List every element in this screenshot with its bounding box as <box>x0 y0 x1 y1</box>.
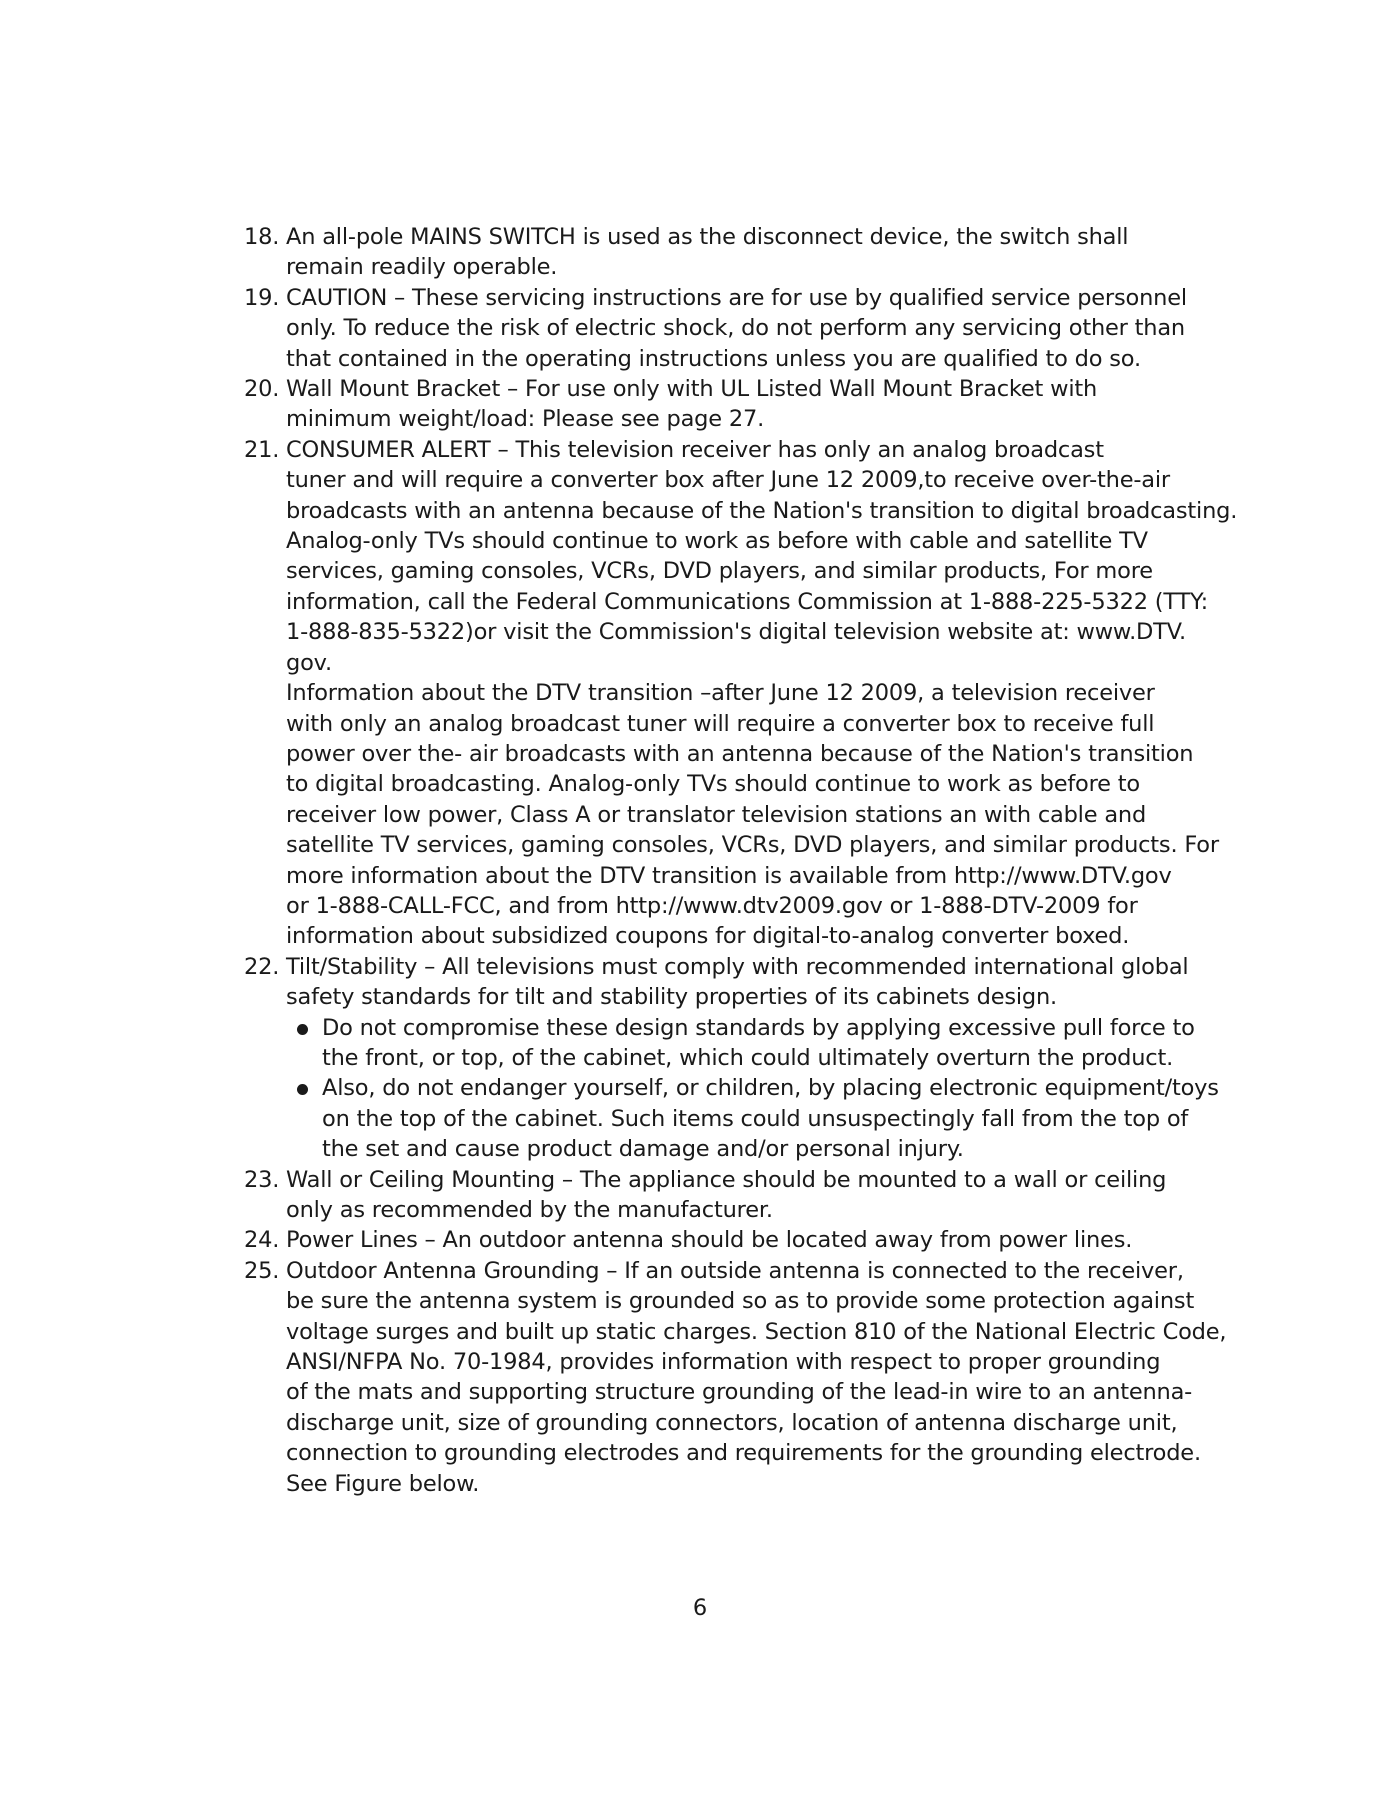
text-line: Tilt/Stability – All televisions must comply with recommended international global <box>286 953 1189 980</box>
text-line: with only an analog broadcast tuner will require a converter box to receive full <box>286 710 1155 737</box>
text-line: CAUTION – These servicing instructions are for use by qualified service personnel <box>286 284 1187 311</box>
text-line: remain readily operable. <box>286 254 558 281</box>
bullet-item <box>286 1013 1204 1074</box>
item-number: 23. <box>244 1166 280 1193</box>
text-line: ANSI/NFPA No. 70-1984, provides information with respect to proper grounding <box>286 1349 1161 1376</box>
text-line: CONSUMER ALERT – This television receiver has only an analog broadcast <box>286 436 1104 463</box>
text-line: tuner and will require a converter box after June 12 2009,to receive over-the-air <box>286 467 1170 494</box>
text-line: that contained in the operating instructions unless you are qualified to do so. <box>286 345 1141 372</box>
text-line: or 1-888-CALL-FCC, and from http://www.dtv2009.gov or 1-888-DTV-2009 for <box>286 892 1138 919</box>
text-line: discharge unit, size of grounding connectors, location of antenna discharge unit, <box>286 1409 1178 1436</box>
list-item <box>244 374 1204 435</box>
text-line: the set and cause product damage and/or personal injury. <box>322 1136 964 1163</box>
text-line: Do not compromise these design standards by applying excessive pull force to <box>322 1014 1195 1041</box>
item-number: 19. <box>244 284 280 311</box>
text-line: connection to grounding electrodes and requirements for the grounding electrode. <box>286 1440 1201 1467</box>
text-line: services, gaming consoles, VCRs, DVD players, and similar products, For more <box>286 558 1153 585</box>
text-line: Also, do not endanger yourself, or children, by placing electronic equipment/toys <box>322 1075 1219 1102</box>
document-body <box>244 222 1238 1499</box>
text-line: Information about the DTV transition –after June 12 2009, a television receiver <box>286 680 1155 707</box>
item-number: 24. <box>244 1227 280 1254</box>
item-number: 20. <box>244 376 280 403</box>
text-line: only as recommended by the manufacturer. <box>286 1197 773 1223</box>
text-line: gov. <box>286 649 332 676</box>
text-line: safety standards for tilt and stability properties of its cabinets design. <box>286 984 1058 1011</box>
text-line: receiver low power, Class A or translator television stations an with cable and <box>286 801 1147 828</box>
text-line: Analog-only TVs should continue to work as before with cable and satellite TV <box>286 528 1148 555</box>
text-line: broadcasts with an antenna because of the Nation's transition to digital broadcasting. <box>286 497 1238 524</box>
text-line: satellite TV services, gaming consoles, VCRs, DVD players, and similar products. For <box>286 832 1219 859</box>
text-line: voltage surges and built up static charges. Section 810 of the National Electric Code, <box>286 1318 1227 1345</box>
list-item <box>244 435 1238 952</box>
bullet-icon <box>297 1024 308 1035</box>
list-item <box>244 283 1204 374</box>
text-line: An all-pole MAINS SWITCH is used as the disconnect device, the switch shall <box>286 224 1129 250</box>
text-line: information, call the Federal Communications Commission at 1-888-225-5322 (TTY: <box>286 588 1208 615</box>
text-line: See Figure below. <box>286 1470 480 1497</box>
text-line: Power Lines – An outdoor antenna should be located away from power lines. <box>286 1227 1133 1254</box>
text-line: only. To reduce the risk of electric shock, do not perform any servicing other than <box>286 315 1185 342</box>
page-number: 6 <box>692 1595 708 1621</box>
text-line: Wall or Ceiling Mounting – The appliance should be mounted to a wall or ceiling <box>286 1166 1167 1193</box>
item-number: 18. <box>244 224 280 250</box>
bullet-icon <box>297 1084 308 1095</box>
text-line: more information about the DTV transition is available from http://www.DTV.gov <box>286 862 1172 889</box>
text-line: the front, or top, of the cabinet, which could ultimately overturn the product. <box>322 1044 1174 1071</box>
item-number: 25. <box>244 1257 280 1284</box>
text-line: on the top of the cabinet. Such items could unsuspectingly fall from the top of <box>322 1105 1189 1132</box>
text-line: information about subsidized coupons for digital-to-analog converter boxed. <box>286 923 1130 950</box>
text-line: 1-888-835-5322)or visit the Commission's digital television website at: www.DTV. <box>286 619 1186 646</box>
item-number: 21. <box>244 436 280 463</box>
text-line: to digital broadcasting. Analog-only TVs should continue to work as before to <box>286 771 1140 798</box>
text-line: minimum weight/load: Please see page 27. <box>286 406 765 433</box>
list-item <box>244 222 1204 283</box>
list-item <box>244 1225 1204 1255</box>
text-line: of the mats and supporting structure grounding of the lead-in wire to an antenna- <box>286 1379 1193 1406</box>
list-item <box>244 952 1219 1165</box>
text-line: Wall Mount Bracket – For use only with UL Listed Wall Mount Bracket with <box>286 376 1098 403</box>
list-item <box>244 1165 1204 1226</box>
bullet-item <box>286 1073 1219 1164</box>
text-line: be sure the antenna system is grounded so as to provide some protection against <box>286 1288 1195 1315</box>
text-line: power over the- air broadcasts with an antenna because of the Nation's transition <box>286 740 1194 767</box>
list-item <box>244 1256 1227 1499</box>
text-line: Outdoor Antenna Grounding – If an outside antenna is connected to the receiver, <box>286 1257 1184 1284</box>
item-number: 22. <box>244 953 280 980</box>
